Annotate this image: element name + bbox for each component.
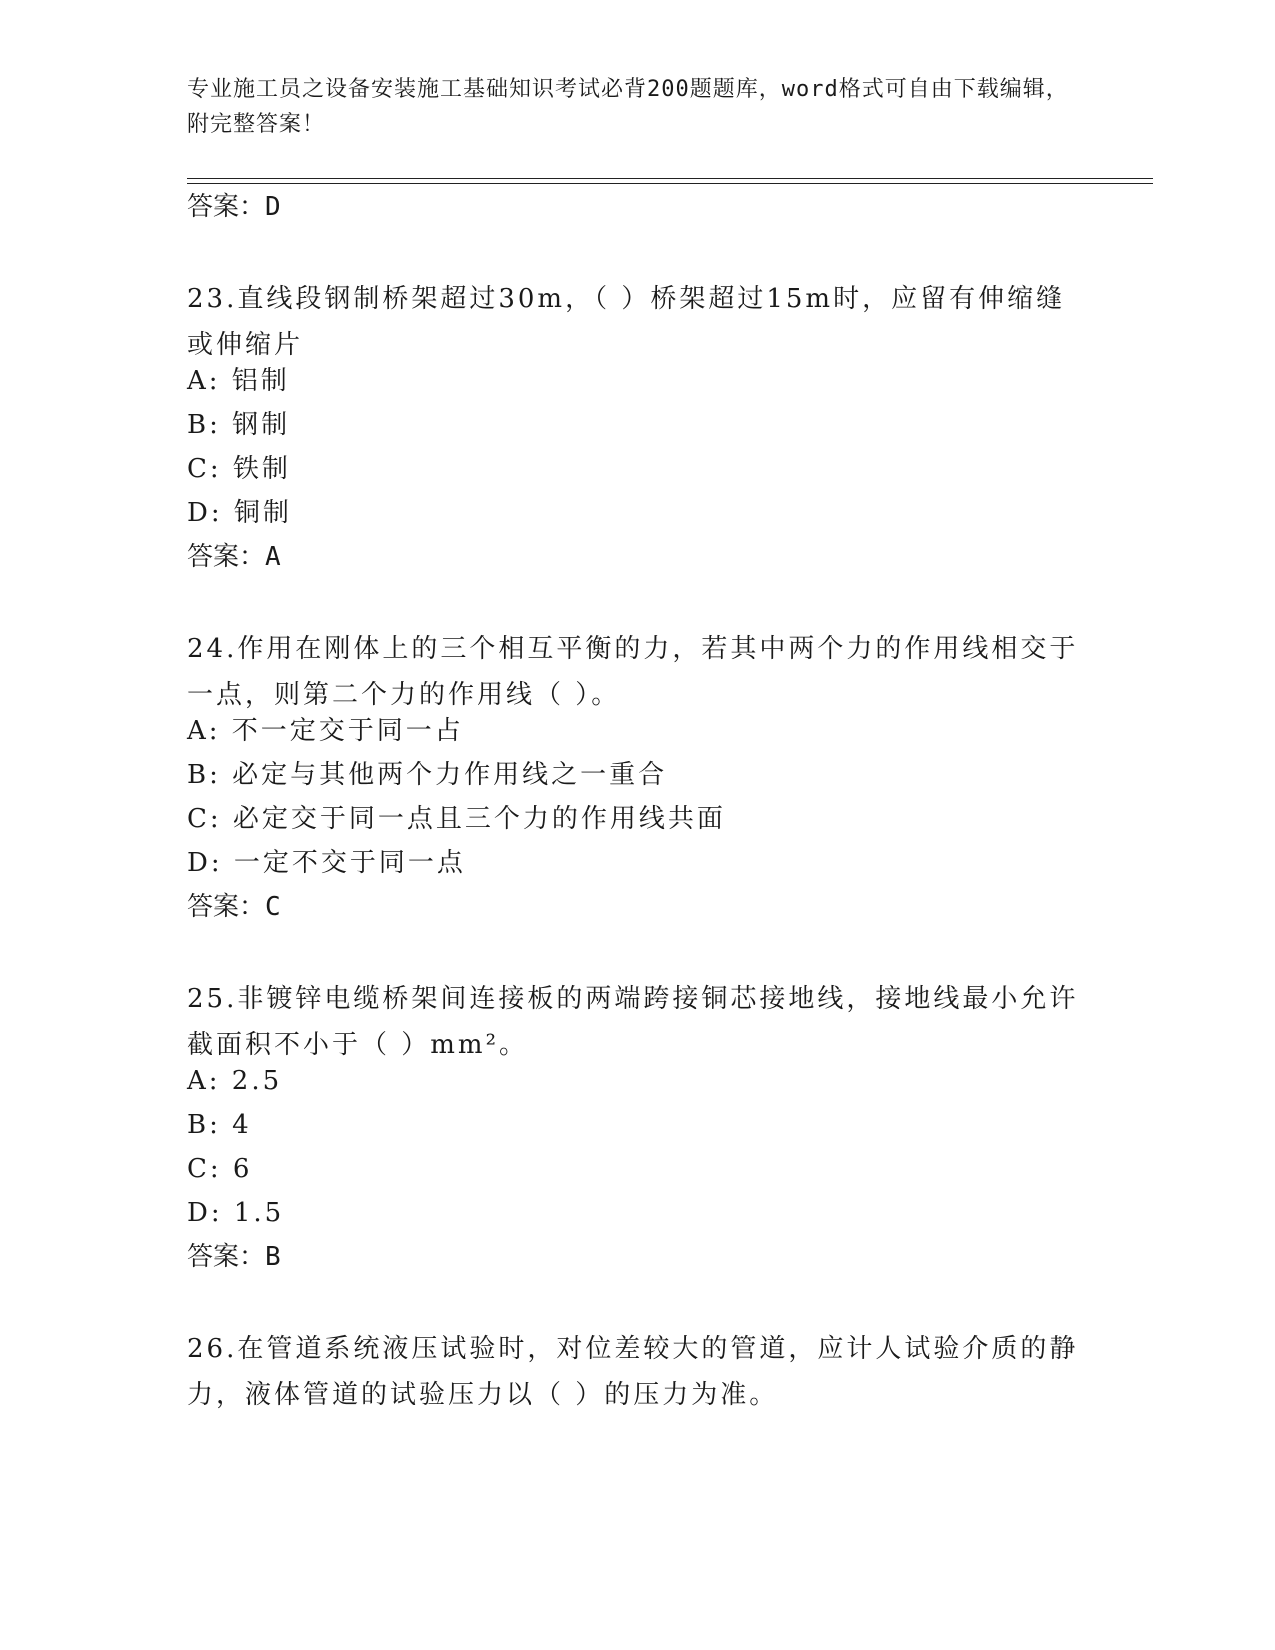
question-23-option-c: C: 铁制 xyxy=(187,454,291,484)
question-25-answer: 答案：B xyxy=(187,1242,281,1272)
question-24-option-b: B: 必定与其他两个力作用线之一重合 xyxy=(187,760,668,790)
previous-answer: 答案：D xyxy=(187,192,281,222)
question-23-option-b: B: 钢制 xyxy=(187,410,291,440)
question-25-option-d: D: 1.5 xyxy=(187,1198,285,1228)
document-header: 专业施工员之设备安装施工基础知识考试必背200题题库，word格式可自由下载编辑，附完整答案！ xyxy=(187,77,1069,137)
question-23-stem: 23.直线段钢制桥架超过30m，（ ）桥架超过15m时，应留有伸缩缝或伸缩片 xyxy=(187,284,1066,360)
question-26-stem: 26.在管道系统液压试验时，对位差较大的管道，应计人试验介质的静力，液体管道的试验压力以（ ）的压力为准。 xyxy=(187,1334,1079,1410)
header-divider-top xyxy=(187,178,1153,179)
question-25-option-a: A: 2.5 xyxy=(187,1066,283,1096)
question-25-option-c: C: 6 xyxy=(187,1154,253,1184)
question-24-option-a: A: 不一定交于同一占 xyxy=(187,716,464,746)
question-24-answer: 答案：C xyxy=(187,892,281,922)
question-25-option-b: B: 4 xyxy=(187,1110,252,1140)
question-23-answer: 答案：A xyxy=(187,542,281,572)
header-divider-bottom xyxy=(187,183,1153,184)
question-23-option-d: D: 铜制 xyxy=(187,498,292,528)
question-24-option-c: C: 必定交于同一点且三个力的作用线共面 xyxy=(187,804,726,834)
question-23-option-a: A: 铝制 xyxy=(187,366,290,396)
question-24-stem: 24.作用在刚体上的三个相互平衡的力，若其中两个力的作用线相交于一点，则第二个力的作用线（ ）。 xyxy=(187,634,1079,710)
question-24-option-d: D: 一定不交于同一点 xyxy=(187,848,466,878)
question-25-stem: 25.非镀锌电缆桥架间连接板的两端跨接铜芯接地线，接地线最小允许截面积不小于（ ）mm²。 xyxy=(187,984,1079,1060)
